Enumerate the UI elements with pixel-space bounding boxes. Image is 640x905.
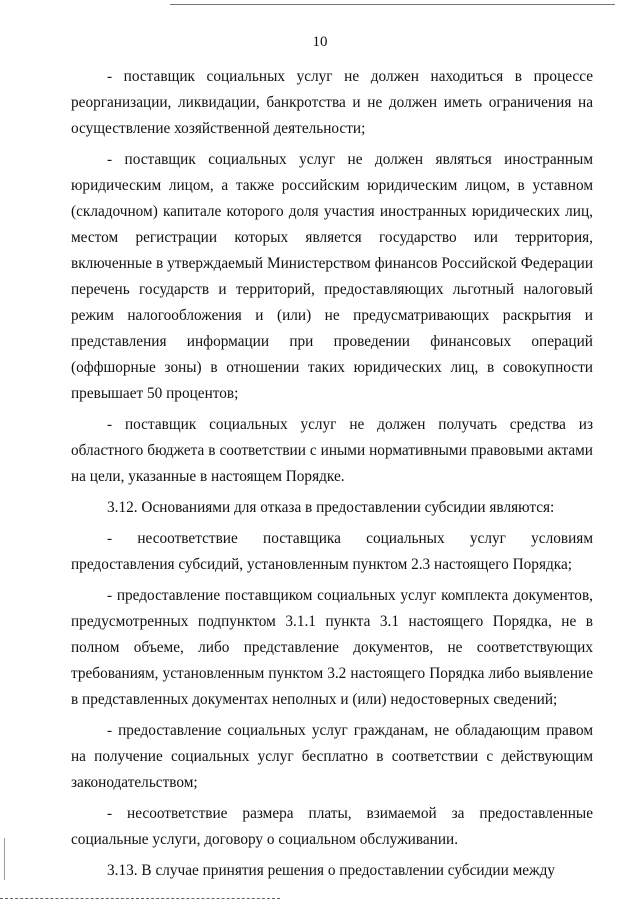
top-border-line — [170, 4, 615, 5]
paragraph-3-13: 3.13. В случае принятия решения о предоставлении субсидии между — [107, 862, 556, 879]
paragraph-supplier-no-other-funds: - поставщик социальных услуг не должен получать средства из областного бюджета в соответствии с иными нормативными правовыми актами на цели, указанные в настоящем Порядке. — [71, 416, 593, 485]
paragraph-refusal-incomplete-documents: - предоставление поставщиком социальных услуг комплекта документов, предусмотренных подпунктом 3.1.1 пункта 3.1 настоящего Порядка, не в полном объеме, либо представление документов, не соответствующих требованиям, установленным пунктом 3.2 настоящего Порядка либо выявление в представленных документах неполных и (или) недостоверных сведений; — [71, 587, 593, 708]
paragraph-refusal-no-right: - предоставление социальных услуг гражданам, не обладающим правом на получение социальных услуг бесплатно в соответствии с действующим законодательством; — [71, 722, 593, 791]
paragraph-supplier-not-foreign: - поставщик социальных услуг не должен являться иностранным юридическим лицом, а также российским юридическим лицом, в уставном (складочном) капитале которого доля участия иностранных юридических лиц, местом регистрации которых является государство или территория, включенные в утверждаемый Министерством финансов Российской Федерации перечень государств и территорий, предоставляющих льготный налоговый режим налогообложения и (или) не предусматривающих раскрытия и представления информации при проведении финансовых операций (оффшорные зоны) в отношении таких юридических лиц, в совокупности превышает 50 процентов; — [71, 151, 593, 402]
bottom-scan-line — [0, 898, 280, 899]
paragraph-3-12-heading: 3.12. Основаниями для отказа в предоставлении субсидии являются: — [107, 499, 555, 516]
scan-edge-mark — [4, 838, 5, 880]
paragraph-refusal-fee-mismatch: - несоответствие размера платы, взимаемой за предоставленные социальные услуги, договору о социальном обслуживании. — [71, 805, 593, 848]
paragraph-supplier-not-reorganizing: - поставщик социальных услуг не должен находиться в процессе реорганизации, ликвидации, банкротства и не должен иметь ограничения на осуществление хозяйственной деятельности; — [71, 68, 593, 137]
page-number: 10 — [312, 34, 328, 50]
document-body — [71, 64, 593, 889]
paragraph-refusal-nonconformity: - несоответствие поставщика социальных услуг условиям предоставления субсидий, установленным пунктом 2.3 настоящего Порядка; — [71, 530, 593, 573]
